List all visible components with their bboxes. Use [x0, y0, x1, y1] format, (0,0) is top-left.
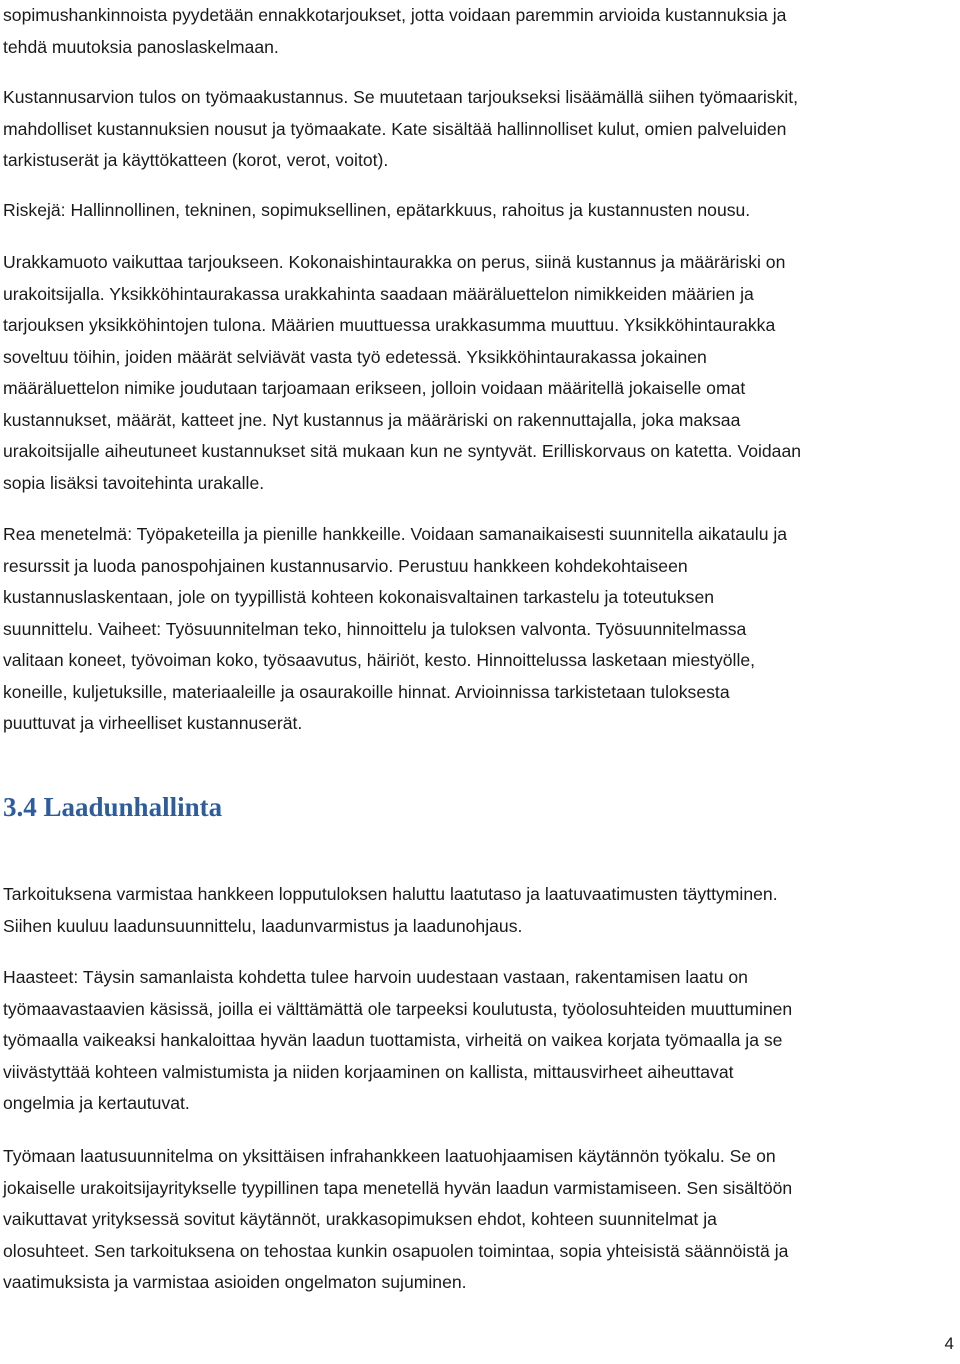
- text-line: kustannuslaskentaan, jole on tyypillistä kohteen kokonaisvaltainen tarkastelu ja toteutuksen: [3, 587, 715, 607]
- paragraph-urakkamuoto: [3, 247, 940, 499]
- page-number: 4: [944, 1334, 954, 1353]
- text-line: kustannukset, määrät, katteet jne. Nyt kustannus ja määräriski on rakennuttajalla, joka maksaa: [3, 409, 741, 430]
- text-line: Työmaan laatusuunnitelma on yksittäisen infrahankkeen laatuohjaamisen käytännön työkalu. Se on: [3, 1146, 776, 1166]
- text-line: Riskejä: Hallinnollinen, tekninen, sopimuksellinen, epätarkkuus, rahoitus ja kustannusten nousu.: [3, 200, 751, 220]
- paragraph-tarkoitus: [3, 879, 940, 942]
- text-line: ongelmia ja kertautuvat.: [3, 1093, 190, 1113]
- text-line: tarkistuserät ja käyttökatteen (korot, verot, voitot).: [3, 150, 389, 170]
- paragraph-laatusuunnitelma: [3, 1141, 940, 1299]
- text-line: Haasteet: Täysin samanlaista kohdetta tulee harvoin uudestaan vastaan, rakentamisen laatu on: [3, 967, 748, 987]
- text-line: urakoitsijalla. Yksikköhintaurakassa urakkahinta saadaan määräluettelon nimikkeiden määrien ja: [3, 283, 754, 304]
- text-line: työmaalla vaikeaksi hankaloittaa hyvän laadun tuottamista, virheitä on vaikea korjata työmaalla ja se: [3, 1030, 783, 1050]
- text-line: Siihen kuuluu laadunsuunnittelu, laadunvarmistus ja laadunohjaus.: [3, 915, 523, 936]
- text-line: soveltuu töihin, joiden määrät selviävät vasta työ edetessä. Yksikköhintaurakassa jokainen: [3, 346, 707, 367]
- text-line: Kustannusarvion tulos on työmaakustannus. Se muutetaan tarjoukseksi lisäämällä siihen työmaariskit,: [3, 87, 799, 107]
- text-line: mahdolliset kustannuksien nousut ja työmaakate. Kate sisältää hallinnolliset kulut, omien palveluiden: [3, 118, 787, 139]
- text-line: resurssit ja luoda panospohjainen kustannusarvio. Perustuu hankkeen kohdekohtaiseen: [3, 555, 688, 576]
- text-line: jokaiselle urakoitsijayritykselle tyypillinen tapa menetellä hyvän laadun varmistamiseen. Sen sisältöön: [3, 1177, 793, 1198]
- text-line: Rea menetelmä: Työpaketeilla ja pienille hankkeille. Voidaan samanaikaisesti suunnitella aikataulu ja: [3, 524, 788, 544]
- paragraph-sopimushankinnat: [3, 0, 940, 63]
- text-line: olosuhteet. Sen tarkoituksena on tehostaa kunkin osapuolen toimintaa, sopia yhteisistä säännöistä ja: [3, 1240, 789, 1261]
- text-line: Tarkoituksena varmistaa hankkeen lopputuloksen haluttu laatutaso ja laatuvaatimusten täyttyminen.: [3, 884, 778, 904]
- paragraph-rea-menetelma: [3, 519, 940, 740]
- text-line: valitaan koneet, työvoiman koko, työsaavutus, häiriöt, kesto. Hinnoittelussa lasketaan miestyölle,: [3, 650, 756, 670]
- text-line: koneille, kuljetuksille, materiaaleille ja osaurakoille hinnat. Arvioinnissa tarkistetaan tuloksesta: [3, 681, 730, 702]
- paragraph-kustannusarvio: [3, 82, 940, 177]
- text-line: työmaavastaavien käsissä, joilla ei välttämättä ole tarpeeksi koulutusta, työolosuhteiden muuttuminen: [3, 998, 793, 1019]
- section-heading: 3.4 Laadunhallinta: [3, 792, 223, 822]
- text-line: vaikuttavat yrityksessä sovitut käytännöt, urakkasopimuksen ehdot, kohteen suunnitelmat ja: [3, 1209, 717, 1229]
- text-line: suunnittelu. Vaiheet: Työsuunnitelman teko, hinnoittelu ja tuloksen valvonta. Työsuunnitelmassa: [3, 618, 747, 639]
- text-line: määräluettelon nimike joudutaan tarjoamaan erikseen, jolloin voidaan määritellä jokaiselle omat: [3, 378, 746, 398]
- text-line: sopia lisäksi tavoitehinta urakalle.: [3, 472, 265, 493]
- text-line: Urakkamuoto vaikuttaa tarjoukseen. Kokonaishintaurakka on perus, siinä kustannus ja määräriski on: [3, 252, 786, 272]
- text-line: tehdä muutoksia panoslaskelmaan.: [3, 36, 279, 57]
- paragraph-riskeja: [3, 195, 940, 227]
- text-line: viivästyttää kohteen valmistumista ja niiden korjaaminen on kallista, mittausvirheet aiheuttavat: [3, 1061, 734, 1082]
- paragraph-haasteet: [3, 962, 940, 1120]
- text-line: tarjouksen yksikköhintojen tulona. Määrien muuttuessa urakkasumma muuttuu. Yksikköhintaurakka: [3, 315, 776, 335]
- text-line: vaatimuksista ja varmistaa asioiden ongelmaton sujuminen.: [3, 1272, 467, 1292]
- text-line: puuttuvat ja virheelliset kustannuserät.: [3, 713, 303, 733]
- text-line: sopimushankinnoista pyydetään ennakkotarjoukset, jotta voidaan paremmin arvioida kustannuksia ja: [3, 5, 787, 25]
- text-line: urakoitsijalle aiheutuneet kustannukset sitä mukaan kun ne syntyvät. Erilliskorvaus on katetta. Voidaan: [3, 441, 802, 461]
